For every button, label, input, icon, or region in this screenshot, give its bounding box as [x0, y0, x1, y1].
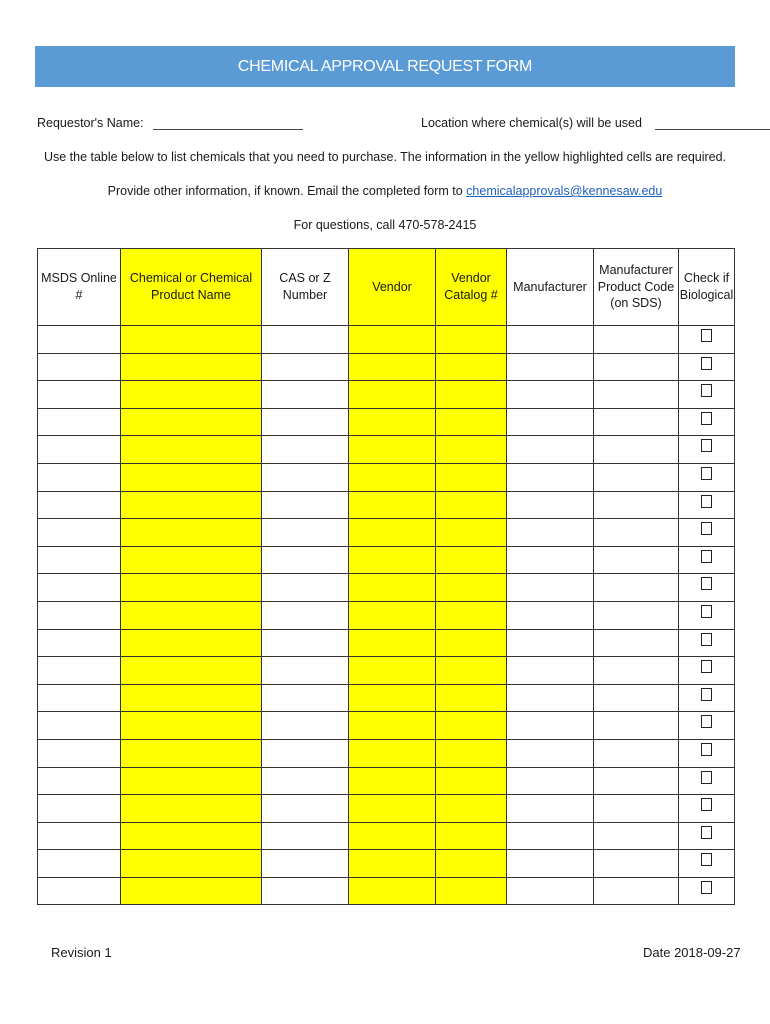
biological-checkbox[interactable]: [701, 384, 712, 397]
table-row: [38, 491, 735, 519]
table-cell[interactable]: [594, 491, 679, 519]
table-cell[interactable]: [121, 463, 262, 491]
table-cell[interactable]: [262, 657, 349, 685]
table-cell[interactable]: [507, 436, 594, 464]
table-cell[interactable]: [38, 877, 121, 905]
table-cell[interactable]: [262, 519, 349, 547]
column-header: Manufacturer Product Code (on SDS): [594, 249, 679, 326]
table-cell[interactable]: [349, 657, 436, 685]
table-cell[interactable]: [507, 381, 594, 409]
table-cell[interactable]: [349, 436, 436, 464]
table-cell[interactable]: [507, 519, 594, 547]
biological-cell: [679, 353, 735, 381]
table-body: [38, 326, 735, 905]
requestor-name-field[interactable]: [153, 118, 303, 130]
table-cell[interactable]: [349, 463, 436, 491]
table-cell[interactable]: [349, 519, 436, 547]
table-row: [38, 629, 735, 657]
table-cell[interactable]: [436, 767, 507, 795]
column-header: Vendor Catalog #: [436, 249, 507, 326]
table-cell[interactable]: [436, 795, 507, 823]
table-cell[interactable]: [436, 739, 507, 767]
table-cell[interactable]: [262, 850, 349, 878]
biological-cell: [679, 436, 735, 464]
table-cell[interactable]: [262, 629, 349, 657]
table-cell[interactable]: [436, 408, 507, 436]
table-cell[interactable]: [349, 850, 436, 878]
table-cell[interactable]: [121, 326, 262, 354]
table-cell[interactable]: [38, 326, 121, 354]
table-cell[interactable]: [594, 739, 679, 767]
table-cell[interactable]: [594, 795, 679, 823]
table-cell[interactable]: [594, 519, 679, 547]
table-cell[interactable]: [262, 877, 349, 905]
table-cell[interactable]: [507, 408, 594, 436]
table-cell[interactable]: [121, 519, 262, 547]
table-cell[interactable]: [349, 684, 436, 712]
table-cell[interactable]: [594, 767, 679, 795]
table-cell[interactable]: [262, 684, 349, 712]
table-cell[interactable]: [349, 712, 436, 740]
biological-cell: [679, 877, 735, 905]
table-cell[interactable]: [121, 850, 262, 878]
biological-cell: [679, 381, 735, 409]
date-label: Date 2018-09-27: [643, 945, 741, 960]
table-cell[interactable]: [349, 739, 436, 767]
table-cell[interactable]: [121, 712, 262, 740]
table-cell[interactable]: [262, 712, 349, 740]
chemical-table: [37, 248, 735, 905]
requestor-name-label: Requestor's Name:: [37, 116, 144, 130]
table-cell[interactable]: [507, 629, 594, 657]
table-cell[interactable]: [38, 629, 121, 657]
biological-checkbox[interactable]: [701, 522, 712, 535]
column-header: MSDS Online #: [38, 249, 121, 326]
biological-checkbox[interactable]: [701, 357, 712, 370]
table-cell[interactable]: [349, 546, 436, 574]
table-cell[interactable]: [262, 601, 349, 629]
biological-checkbox[interactable]: [701, 715, 712, 728]
provide-info-text: Provide other information, if known. Email the completed form to: [107, 184, 467, 198]
table-cell[interactable]: [121, 546, 262, 574]
biological-cell: [679, 408, 735, 436]
biological-cell: [679, 463, 735, 491]
table-cell[interactable]: [507, 712, 594, 740]
biological-checkbox[interactable]: [701, 826, 712, 839]
table-cell[interactable]: [594, 463, 679, 491]
column-header: Check if Biological: [679, 249, 735, 326]
table-row: [38, 546, 735, 574]
table-cell[interactable]: [121, 739, 262, 767]
table-cell[interactable]: [262, 739, 349, 767]
table-cell[interactable]: [436, 463, 507, 491]
form-title-banner: [35, 46, 735, 87]
table-header-row: [38, 249, 735, 326]
table-cell[interactable]: [436, 822, 507, 850]
table-cell[interactable]: [349, 629, 436, 657]
table-cell[interactable]: [436, 353, 507, 381]
table-row: [38, 519, 735, 547]
table-cell[interactable]: [262, 326, 349, 354]
table-cell[interactable]: [38, 353, 121, 381]
table-cell[interactable]: [436, 850, 507, 878]
table-cell[interactable]: [38, 546, 121, 574]
instructions-text: Use the table below to list chemicals that you need to purchase. The information in the yellow highlighted cells are required.: [43, 150, 727, 164]
table-row: [38, 574, 735, 602]
column-header: Manufacturer: [507, 249, 594, 326]
table-cell[interactable]: [507, 546, 594, 574]
table-row: [38, 657, 735, 685]
table-row: [38, 767, 735, 795]
table-row: [38, 795, 735, 823]
biological-checkbox[interactable]: [701, 743, 712, 756]
table-cell[interactable]: [594, 436, 679, 464]
table-cell[interactable]: [262, 822, 349, 850]
location-label: Location where chemical(s) will be used: [421, 116, 642, 130]
table-cell[interactable]: [121, 408, 262, 436]
table-cell[interactable]: [349, 877, 436, 905]
table-cell[interactable]: [436, 546, 507, 574]
table-cell[interactable]: [38, 822, 121, 850]
table-cell[interactable]: [594, 712, 679, 740]
table-cell[interactable]: [436, 574, 507, 602]
table-cell[interactable]: [349, 822, 436, 850]
table-cell[interactable]: [594, 850, 679, 878]
table-cell[interactable]: [38, 463, 121, 491]
table-row: [38, 408, 735, 436]
table-cell[interactable]: [594, 326, 679, 354]
column-header: CAS or Z Number: [262, 249, 349, 326]
table-row: [38, 436, 735, 464]
table-cell[interactable]: [436, 381, 507, 409]
biological-cell: [679, 574, 735, 602]
table-cell[interactable]: [594, 601, 679, 629]
table-cell[interactable]: [594, 408, 679, 436]
table-cell[interactable]: [507, 601, 594, 629]
table-cell[interactable]: [349, 326, 436, 354]
table-cell[interactable]: [262, 491, 349, 519]
table-cell[interactable]: [38, 712, 121, 740]
biological-cell: [679, 629, 735, 657]
table-cell[interactable]: [594, 822, 679, 850]
table-cell[interactable]: [262, 463, 349, 491]
table-row: [38, 822, 735, 850]
table-cell[interactable]: [38, 601, 121, 629]
column-header: Chemical or Chemical Product Name: [121, 249, 262, 326]
table-cell[interactable]: [262, 546, 349, 574]
revision-label: Revision 1: [51, 945, 112, 960]
table-row: [38, 353, 735, 381]
table-cell[interactable]: [507, 684, 594, 712]
table-cell[interactable]: [38, 491, 121, 519]
biological-checkbox[interactable]: [701, 633, 712, 646]
table-cell[interactable]: [507, 795, 594, 823]
biological-cell: [679, 850, 735, 878]
biological-checkbox[interactable]: [701, 495, 712, 508]
table-cell[interactable]: [121, 657, 262, 685]
table-cell[interactable]: [349, 491, 436, 519]
table-cell[interactable]: [38, 739, 121, 767]
table-cell[interactable]: [349, 795, 436, 823]
biological-checkbox[interactable]: [701, 439, 712, 452]
biological-checkbox[interactable]: [701, 688, 712, 701]
table-cell[interactable]: [436, 877, 507, 905]
table-cell[interactable]: [262, 353, 349, 381]
table-cell[interactable]: [507, 353, 594, 381]
table-cell[interactable]: [349, 601, 436, 629]
table-cell[interactable]: [38, 657, 121, 685]
table-cell[interactable]: [38, 574, 121, 602]
table-cell[interactable]: [436, 629, 507, 657]
table-row: [38, 601, 735, 629]
table-cell[interactable]: [507, 739, 594, 767]
table-cell[interactable]: [349, 353, 436, 381]
table-cell[interactable]: [121, 353, 262, 381]
table-cell[interactable]: [38, 519, 121, 547]
biological-cell: [679, 519, 735, 547]
requestor-name-row: [37, 116, 303, 130]
table-row: [38, 712, 735, 740]
biological-cell: [679, 822, 735, 850]
table-cell[interactable]: [38, 408, 121, 436]
table-cell[interactable]: [349, 767, 436, 795]
table-cell[interactable]: [507, 491, 594, 519]
table-row: [38, 850, 735, 878]
table-cell[interactable]: [262, 795, 349, 823]
table-cell[interactable]: [262, 381, 349, 409]
table-cell[interactable]: [38, 767, 121, 795]
table-cell[interactable]: [507, 574, 594, 602]
column-header: Vendor: [349, 249, 436, 326]
table-cell[interactable]: [436, 601, 507, 629]
table-cell[interactable]: [349, 381, 436, 409]
table-cell[interactable]: [349, 408, 436, 436]
biological-cell: [679, 767, 735, 795]
table-cell[interactable]: [507, 326, 594, 354]
table-cell[interactable]: [262, 436, 349, 464]
table-cell[interactable]: [436, 684, 507, 712]
form-title: CHEMICAL APPROVAL REQUEST FORM: [237, 57, 533, 75]
table-cell[interactable]: [594, 684, 679, 712]
table-cell[interactable]: [507, 822, 594, 850]
table-cell[interactable]: [507, 767, 594, 795]
biological-checkbox[interactable]: [701, 577, 712, 590]
biological-checkbox[interactable]: [701, 660, 712, 673]
table-cell[interactable]: [594, 629, 679, 657]
biological-checkbox[interactable]: [701, 798, 712, 811]
biological-cell: [679, 795, 735, 823]
table-cell[interactable]: [349, 574, 436, 602]
table-row: [38, 684, 735, 712]
biological-checkbox[interactable]: [701, 853, 712, 866]
table-cell[interactable]: [121, 601, 262, 629]
table-cell[interactable]: [436, 712, 507, 740]
location-row: [421, 116, 770, 130]
table-cell[interactable]: [262, 767, 349, 795]
table-cell[interactable]: [121, 436, 262, 464]
table-cell[interactable]: [121, 684, 262, 712]
table-cell[interactable]: [594, 574, 679, 602]
table-cell[interactable]: [121, 574, 262, 602]
location-field[interactable]: [655, 118, 770, 130]
table-cell[interactable]: [436, 491, 507, 519]
table-cell[interactable]: [121, 767, 262, 795]
biological-cell: [679, 712, 735, 740]
biological-checkbox[interactable]: [701, 550, 712, 563]
biological-checkbox[interactable]: [701, 605, 712, 618]
table-cell[interactable]: [436, 436, 507, 464]
table-row: [38, 326, 735, 354]
table-cell[interactable]: [507, 657, 594, 685]
biological-cell: [679, 491, 735, 519]
table-cell[interactable]: [594, 877, 679, 905]
table-cell[interactable]: [121, 877, 262, 905]
table-cell[interactable]: [262, 574, 349, 602]
table-cell[interactable]: [121, 795, 262, 823]
table-row: [38, 877, 735, 905]
table-cell[interactable]: [262, 408, 349, 436]
biological-checkbox[interactable]: [701, 771, 712, 784]
biological-checkbox[interactable]: [701, 881, 712, 894]
table-cell[interactable]: [436, 326, 507, 354]
table-cell[interactable]: [38, 684, 121, 712]
table-cell[interactable]: [507, 463, 594, 491]
questions-text: For questions, call 470-578-2415: [293, 218, 477, 232]
table-row: [38, 463, 735, 491]
biological-checkbox[interactable]: [701, 467, 712, 480]
biological-cell: [679, 739, 735, 767]
biological-checkbox[interactable]: [701, 329, 712, 342]
table-cell[interactable]: [38, 436, 121, 464]
biological-cell: [679, 684, 735, 712]
table-cell[interactable]: [121, 822, 262, 850]
table-cell[interactable]: [507, 877, 594, 905]
table-cell[interactable]: [436, 657, 507, 685]
table-cell[interactable]: [594, 546, 679, 574]
table-row: [38, 381, 735, 409]
table-cell[interactable]: [121, 629, 262, 657]
table-cell[interactable]: [436, 519, 507, 547]
biological-cell: [679, 326, 735, 354]
biological-cell: [679, 657, 735, 685]
provide-info-line: [35, 184, 735, 198]
table-cell[interactable]: [507, 850, 594, 878]
table-cell[interactable]: [594, 353, 679, 381]
table-cell[interactable]: [121, 381, 262, 409]
table-cell[interactable]: [38, 850, 121, 878]
biological-checkbox[interactable]: [701, 412, 712, 425]
table-row: [38, 739, 735, 767]
table-cell[interactable]: [594, 381, 679, 409]
table-cell[interactable]: [594, 657, 679, 685]
table-cell[interactable]: [38, 795, 121, 823]
biological-cell: [679, 546, 735, 574]
table-cell[interactable]: [38, 381, 121, 409]
biological-cell: [679, 601, 735, 629]
email-link[interactable]: chemicalapprovals@kennesaw.edu: [466, 184, 663, 198]
table-cell[interactable]: [121, 491, 262, 519]
